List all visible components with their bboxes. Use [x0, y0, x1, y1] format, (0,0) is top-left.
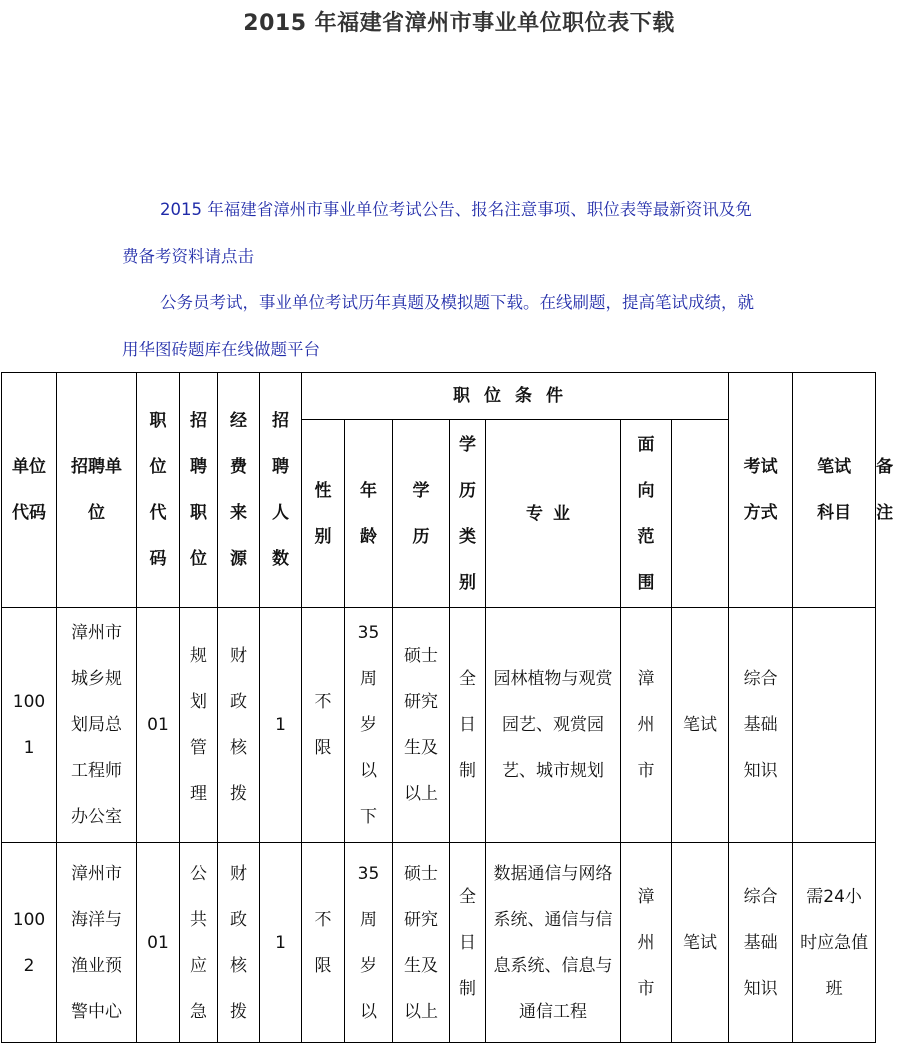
cell-count: 1 — [260, 843, 302, 1043]
cell-scope: 漳州市 — [621, 608, 672, 843]
intro-link-announcement[interactable] — [122, 186, 762, 280]
header-unit-code: 单位代码 — [2, 373, 57, 608]
cell-age: 35周岁以下 — [345, 608, 393, 843]
cell-education: 硕士研究生及以上 — [393, 843, 450, 1043]
cell-age: 35周岁以 — [345, 843, 393, 1043]
cell-recruit-unit: 漳州市海洋与渔业预警中心 — [57, 843, 137, 1043]
cell-recruit-unit: 漳州市城乡规划局总工程师办公室 — [57, 608, 137, 843]
header-position: 招聘职位 — [180, 373, 218, 608]
cell-unit-code: 1002 — [2, 843, 57, 1043]
header-fund-source: 经费来源 — [218, 373, 260, 608]
table-row — [2, 608, 876, 843]
cell-position: 公共应急 — [180, 843, 218, 1043]
header-age: 年龄 — [345, 420, 393, 608]
header-row-1: 单位代码 招聘单位 职位代码 招聘职位 经费来源 招聘人数 职位条件 考试方式 笔试科目 备 注 — [2, 373, 876, 420]
cell-edu-type: 全日制 — [450, 843, 486, 1043]
header-gender: 性别 — [302, 420, 345, 608]
cell-remark: 需24小时应急值班 — [793, 843, 876, 1043]
header-recruit-unit: 招聘单位 — [57, 373, 137, 608]
header-exam-method: 考试方式 — [729, 373, 793, 608]
cell-remark — [793, 608, 876, 843]
cell-major: 数据通信与网络系统、通信与信息系统、信息与通信工程 — [486, 843, 621, 1043]
header-education: 学历 — [393, 420, 450, 608]
table-row — [2, 843, 876, 1043]
cell-unit-code: 1001 — [2, 608, 57, 843]
cell-written-subject: 综合基础知识 — [729, 843, 793, 1043]
cell-position: 规划管理 — [180, 608, 218, 843]
header-count: 招聘人数 — [260, 373, 302, 608]
intro-text-2[interactable]: 公务员考试，事业单位考试历年真题及模拟题下载。在线刷题，提高笔试成绩，就用华图砖题库在线做题平台 — [122, 293, 754, 359]
header-scope: 面向范围 — [621, 420, 672, 608]
cell-position-code: 01 — [137, 608, 180, 843]
header-written-subject: 笔试科目 — [793, 373, 876, 608]
cell-gender: 不限 — [302, 843, 345, 1043]
cell-education: 硕士研究生及以上 — [393, 608, 450, 843]
header-position-code: 职位代码 — [137, 373, 180, 608]
cell-fund-source: 财政核拨 — [218, 843, 260, 1043]
cell-gender: 不限 — [302, 608, 345, 843]
cell-major: 园林植物与观赏园艺、观赏园艺、城市规划 — [486, 608, 621, 843]
cell-edu-type: 全日制 — [450, 608, 486, 843]
cell-count: 1 — [260, 608, 302, 843]
header-edu-type: 学历类别 — [450, 420, 486, 608]
header-conditions: 职位条件 — [302, 373, 729, 420]
cell-written-subject: 综合基础知识 — [729, 608, 793, 843]
cell-exam-method: 笔试 — [672, 608, 729, 843]
intro-link-question-bank[interactable] — [122, 279, 762, 373]
page-title: 2015 年福建省漳州市事业单位职位表下载 — [243, 11, 675, 36]
intro-text-1[interactable]: 2015 年福建省漳州市事业单位考试公告、报名注意事项、职位表等最新资讯及免费备考资料请点击 — [122, 200, 752, 266]
cell-scope: 漳州市 — [621, 843, 672, 1043]
header-major: 专业 — [486, 420, 621, 608]
cell-fund-source: 财政核拨 — [218, 608, 260, 843]
cell-position-code: 01 — [137, 843, 180, 1043]
cell-exam-method: 笔试 — [672, 843, 729, 1043]
position-table — [1, 372, 894, 1043]
